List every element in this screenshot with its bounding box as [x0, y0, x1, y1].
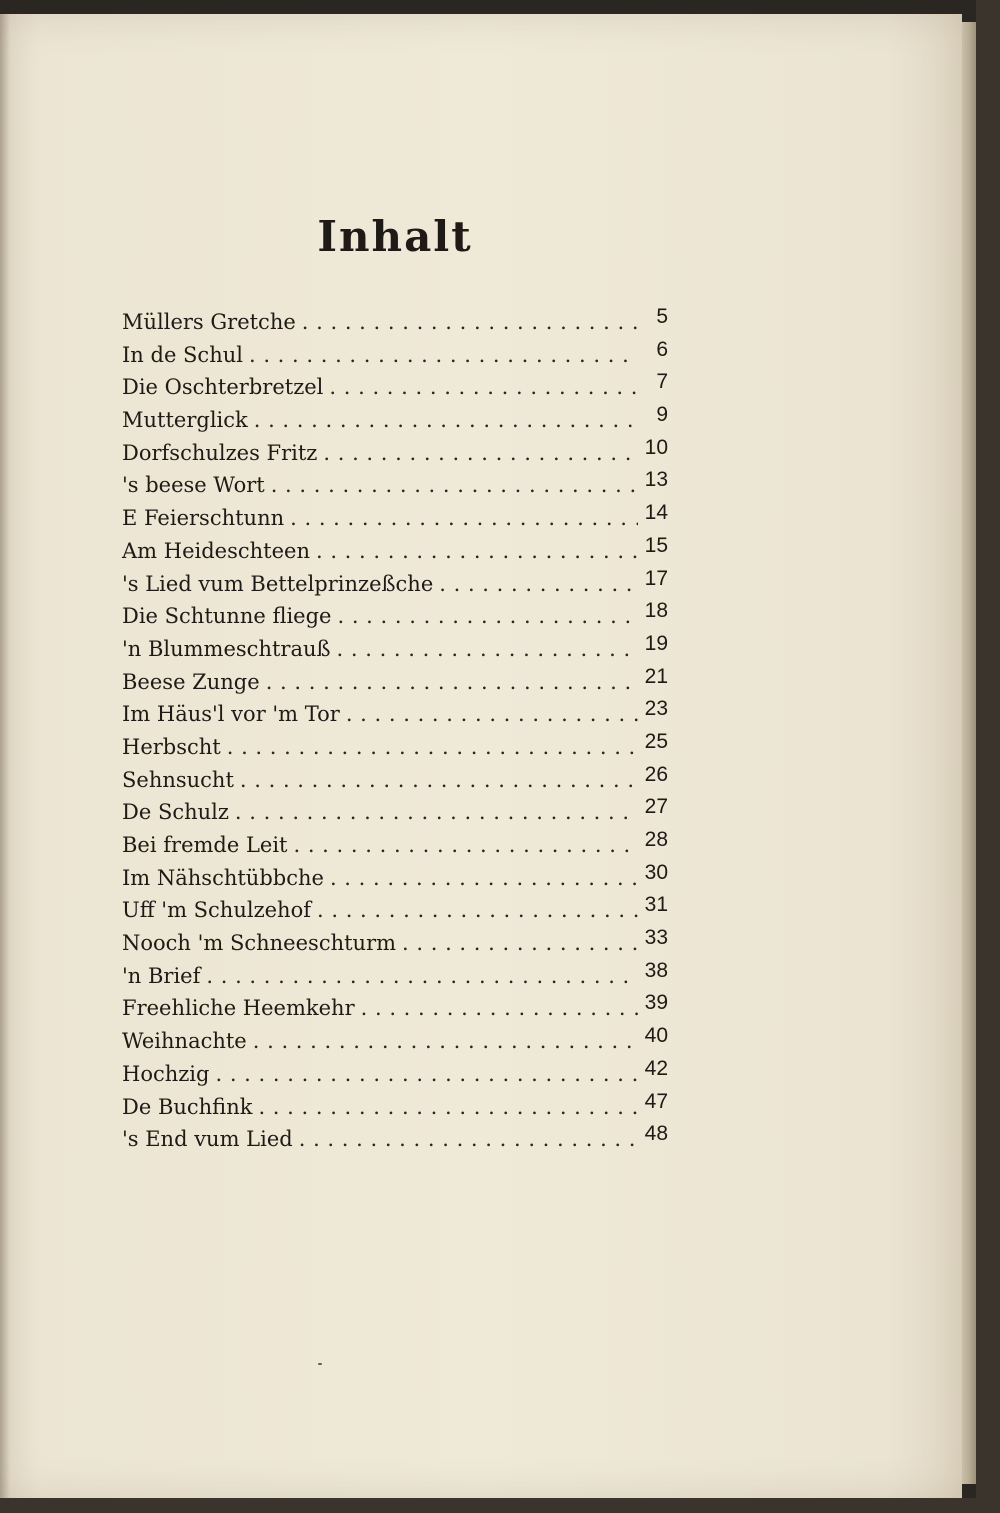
toc-entry	[122, 337, 668, 376]
toc-entry-page-number: 28	[644, 828, 668, 851]
toc-entry-title: Bei fremde Leit	[122, 833, 288, 857]
toc-entry-title: Die Schtunne fliege	[122, 604, 332, 629]
toc-entry-page-number: 15	[644, 533, 668, 557]
dot-leader	[346, 702, 638, 726]
toc-entry-page-number: 19	[644, 631, 668, 655]
toc-entry-title: De Schulz	[122, 800, 229, 825]
toc-entry-page-number: 30	[644, 860, 668, 884]
toc-entry	[122, 991, 668, 1029]
toc-entry-page-number: 25	[644, 729, 668, 753]
toc-entry-title: Am Heideschteen	[122, 538, 310, 563]
dot-leader	[271, 473, 638, 497]
paper-speck	[318, 1363, 322, 1365]
dot-leader	[254, 408, 638, 432]
page-edge	[962, 22, 976, 1484]
toc-entry-title: Nooch 'm Schneeschturm	[122, 931, 397, 956]
toc-entry	[122, 729, 668, 768]
dot-leader	[240, 768, 638, 792]
dot-leader	[293, 833, 638, 857]
dot-leader	[249, 343, 638, 367]
dot-leader	[316, 539, 638, 563]
toc-entry-page-number: 26	[644, 762, 668, 786]
dot-leader	[439, 572, 638, 596]
toc-entry	[122, 762, 668, 801]
toc-entry-title: 'n Brief	[122, 963, 201, 988]
toc-entry	[122, 958, 668, 997]
toc-entry	[122, 893, 668, 931]
toc-entry	[122, 403, 668, 441]
toc-entry-title: Mutterglick	[122, 408, 248, 433]
toc-entry-page-number: 38	[644, 958, 668, 982]
toc-entry	[122, 1089, 668, 1128]
toc-entry-page-number: 21	[644, 664, 668, 688]
toc-entry-page-number: 17	[644, 566, 668, 590]
toc-entry-title: E Feierschtunn	[122, 506, 285, 531]
toc-entry-page-number: 13	[644, 468, 668, 492]
toc-entry	[122, 566, 668, 605]
toc-entry-page-number: 18	[644, 599, 668, 623]
toc-entry-page-number: 6	[656, 337, 668, 361]
toc-entry	[122, 468, 668, 506]
toc-entry-title: 'n Blummeschtrauß	[122, 636, 331, 661]
dot-leader	[235, 800, 638, 824]
dot-leader	[361, 996, 638, 1020]
dot-leader	[258, 1095, 638, 1119]
toc-entry-title: Weihnachte	[122, 1029, 247, 1054]
toc-entry-page-number: 7	[656, 370, 668, 394]
dot-leader	[290, 506, 638, 530]
toc-entry-title: 's Lied vum Bettelprinzeßche	[122, 571, 434, 596]
toc-entry-page-number: 39	[644, 991, 668, 1015]
dot-leader	[253, 1029, 638, 1053]
dot-leader	[302, 310, 638, 334]
toc-entry-page-number: 9	[656, 403, 668, 427]
toc-entry-page-number: 5	[656, 305, 668, 328]
toc-entry	[122, 926, 668, 964]
toc-entry-title: Dorfschulzes Fritz	[122, 440, 318, 465]
toc-entry-page-number: 31	[644, 893, 668, 917]
toc-entry	[122, 305, 668, 343]
dot-leader	[402, 931, 638, 955]
toc-entry	[122, 1056, 668, 1095]
toc-entry	[122, 664, 668, 703]
toc-entry	[122, 435, 668, 474]
toc-entry-title: Müllers Gretche	[122, 310, 296, 334]
toc-entry	[122, 828, 668, 866]
toc-entry-page-number: 27	[644, 795, 668, 819]
toc-entry	[122, 370, 668, 408]
toc-entry	[122, 1024, 668, 1062]
toc-entry-page-number: 33	[644, 926, 668, 950]
toc-entry-page-number: 48	[644, 1122, 668, 1146]
toc-entry-title: Beese Zunge	[122, 669, 260, 694]
toc-entry-title: 's beese Wort	[122, 473, 265, 498]
dot-leader	[330, 866, 638, 890]
toc-entry-title: Hochzig	[122, 1061, 210, 1086]
toc-entry-title: Herbscht	[122, 734, 221, 759]
toc-entry	[122, 533, 668, 572]
toc-entry-page-number: 23	[644, 697, 668, 721]
toc-entry-page-number: 40	[644, 1024, 668, 1048]
book-cover-edge	[976, 0, 1000, 1513]
toc-entry-title: Im Häus'l vor 'm Tor	[122, 702, 340, 727]
toc-entry-page-number: 42	[644, 1056, 668, 1080]
toc-entry	[122, 501, 668, 539]
toc-entry-title: In de Schul	[122, 342, 243, 367]
toc-entry	[122, 860, 668, 899]
toc-entry-title: Freehliche Heemkehr	[122, 996, 355, 1021]
table-of-contents	[122, 305, 668, 1160]
book-bottom-edge	[0, 1498, 976, 1513]
toc-entry-title: De Buchfink	[122, 1094, 253, 1119]
toc-entry-title: Sehnsucht	[122, 767, 234, 792]
page-title: Inhalt	[317, 212, 473, 261]
dot-leader	[337, 637, 638, 661]
toc-entry-title: 's End vum Lied	[122, 1127, 293, 1152]
dot-leader	[337, 604, 638, 628]
toc-entry	[122, 795, 668, 833]
dot-leader	[206, 964, 638, 988]
toc-entry-title: Im Nähschtübbche	[122, 865, 324, 890]
dot-leader	[227, 735, 638, 759]
toc-entry-page-number: 47	[644, 1089, 668, 1113]
toc-entry-page-number: 10	[644, 435, 668, 459]
toc-entry-page-number: 14	[644, 501, 668, 525]
dot-leader	[215, 1062, 638, 1086]
toc-entry	[122, 697, 668, 735]
toc-entry	[122, 631, 668, 670]
dot-leader	[299, 1127, 638, 1151]
toc-entry	[122, 1122, 668, 1160]
toc-entry	[122, 599, 668, 637]
dot-leader	[323, 441, 638, 465]
toc-entry-title: Die Oschterbretzel	[122, 375, 324, 400]
dot-leader	[317, 898, 638, 922]
dot-leader	[266, 670, 638, 694]
toc-entry-title: Uff 'm Schulzehof	[122, 898, 311, 923]
dot-leader	[329, 375, 638, 399]
